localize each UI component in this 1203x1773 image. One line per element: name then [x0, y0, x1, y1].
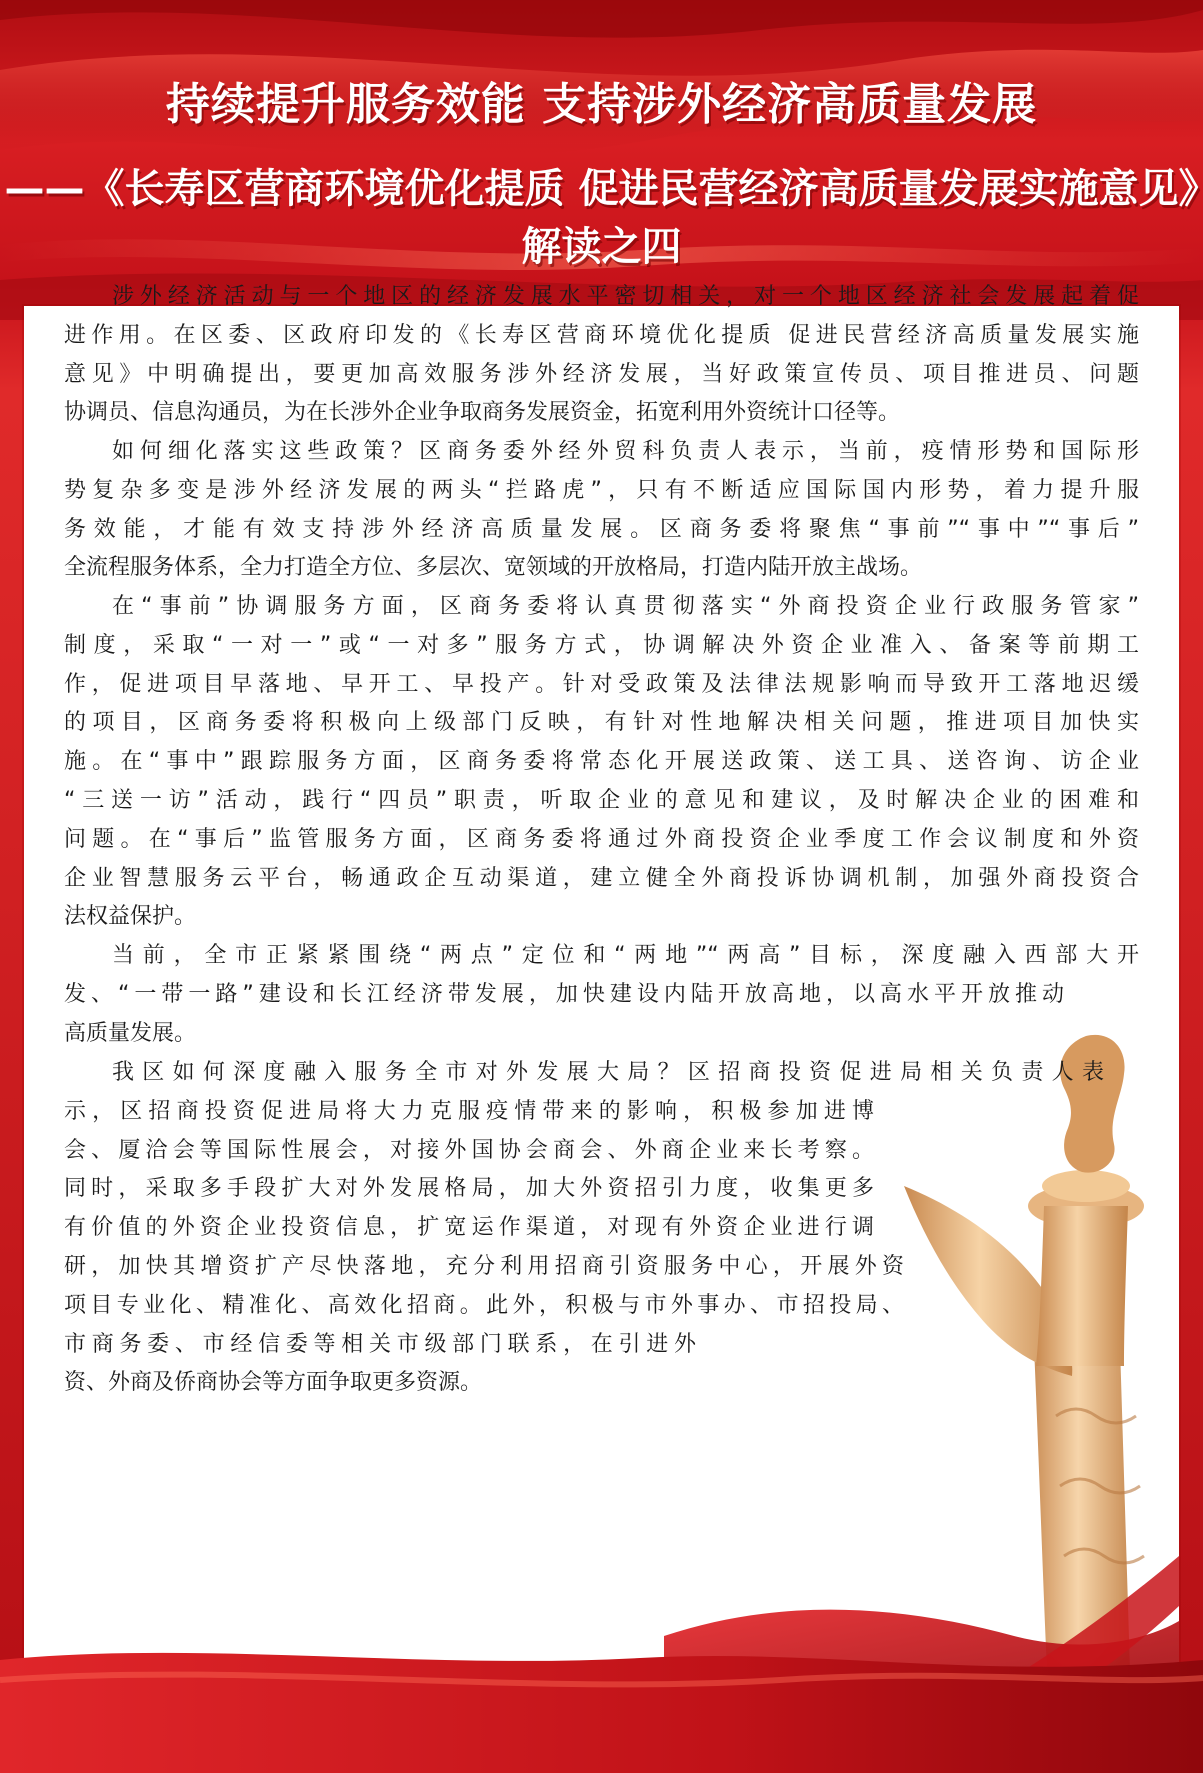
article-line: 我区如何深度融入服务全市对外发展大局？区招商投资促进局相关负责人表	[112, 1060, 1104, 1085]
article-line: 市商务委、市经信委等相关市级部门联系，在引进外	[64, 1331, 696, 1357]
article-line: 企业智慧服务云平台，畅通政企互动渠道，建立健全外商投诉协调机制，加强外商投资合	[64, 865, 1139, 891]
article-line: 资、外商及侨商协会等方面争取更多资源。	[64, 1370, 483, 1396]
page-title: 持续提升服务效能 支持涉外经济高质量发展	[165, 79, 1038, 130]
article-line: 示，区招商投资促进局将大力克服疫情带来的影响，积极参加进博	[64, 1098, 874, 1124]
article-line: 涉外经济活动与一个地区的经济发展水平密切相关，对一个地区经济社会发展起着促	[112, 284, 1139, 309]
article-line: 高质量发展。	[64, 1020, 197, 1046]
article-paragraph	[64, 937, 1139, 1053]
article-line: 务效能，才能有效支持涉外经济高质量发展。区商务委将聚焦“事前”“事中”“事后”	[64, 516, 1139, 542]
article-line: 研，加快其增资扩产尽快落地，充分利用招商引资服务中心，开展外资	[64, 1253, 904, 1279]
article-line: 势复杂多变是涉外经济发展的两头“拦路虎”，只有不断适应国际国内形势，着力提升服	[64, 477, 1139, 503]
article-line: 发、“一带一路”建设和长江经济带发展，加快建设内陆开放高地，以高水平开放推动	[64, 981, 1064, 1007]
article-line: 作，促进项目早落地、早开工、早投产。针对受政策及法律法规影响而导致开工落地迟缓	[64, 671, 1139, 697]
article-line: 协调员、信息沟通员，为在长涉外企业争取商务发展资金，拓宽利用外资统计口径等。	[64, 400, 901, 426]
page-subtitle: ——《长寿区营商环境优化提质 促进民营经济高质量发展实施意见》解读之四	[4, 166, 1199, 270]
article-line: 制度，采取“一对一”或“一对多”服务方式，协调解决外资企业准入、备案等前期工	[64, 632, 1139, 658]
article-line: 全流程服务体系，全力打造全方位、多层次、宽领域的开放格局，打造内陆开放主战场。	[64, 555, 923, 581]
article-line: 意见》中明确提出，要更加高效服务涉外经济发展，当好政策宣传员、项目推进员、问题	[64, 361, 1139, 387]
article-line: 有价值的外资企业投资信息，扩宽运作渠道，对现有外资企业进行调	[64, 1215, 874, 1241]
red-ribbon-icon	[0, 1600, 1203, 1773]
article-line: 会、厦洽会等国际性展会，对接外国协会商会、外商企业来长考察。	[64, 1137, 874, 1163]
article-line: 当前，全市正紧紧围绕“两点”定位和“两地”“两高”目标，深度融入西部大开	[112, 943, 1139, 968]
article-paragraph	[64, 588, 1139, 937]
article-line: 的项目，区商务委将积极向上级部门反映，有针对性地解决相关问题，推进项目加快实	[64, 710, 1139, 736]
article-line: 同时，采取多手段扩大对外发展格局，加大外资招引力度，收集更多	[64, 1176, 874, 1202]
article-line: 施。在“事中”跟踪服务方面，区商务委将常态化开展送政策、送工具、送咨询、访企业	[64, 749, 1139, 775]
article-paragraph	[64, 278, 1139, 433]
article-line: 问题。在“事后”监管服务方面，区商务委将通过外商投资企业季度工作会议制度和外资	[64, 826, 1139, 852]
article-line: 进作用。在区委、区政府印发的《长寿区营商环境优化提质 促进民营经济高质量发展实施	[64, 322, 1139, 348]
article-line: “三送一访”活动，践行“四员”职责，听取企业的意见和建议，及时解决企业的困难和	[64, 787, 1139, 813]
article-paragraph	[64, 433, 1139, 588]
article-line: 如何细化落实这些政策？区商务委外经外贸科负责人表示，当前，疫情形势和国际形	[112, 439, 1139, 464]
article-line: 法权益保护。	[64, 904, 197, 930]
article-line: 在“事前”协调服务方面，区商务委将认真贯彻落实“外商投资企业行政服务管家”	[112, 594, 1139, 619]
article-paragraph	[64, 1054, 1104, 1403]
article-line: 项目专业化、精准化、高效化招商。此外，积极与市外事办、市招投局、	[64, 1292, 904, 1318]
article-body	[24, 284, 1179, 1736]
content-panel	[24, 284, 1179, 1736]
